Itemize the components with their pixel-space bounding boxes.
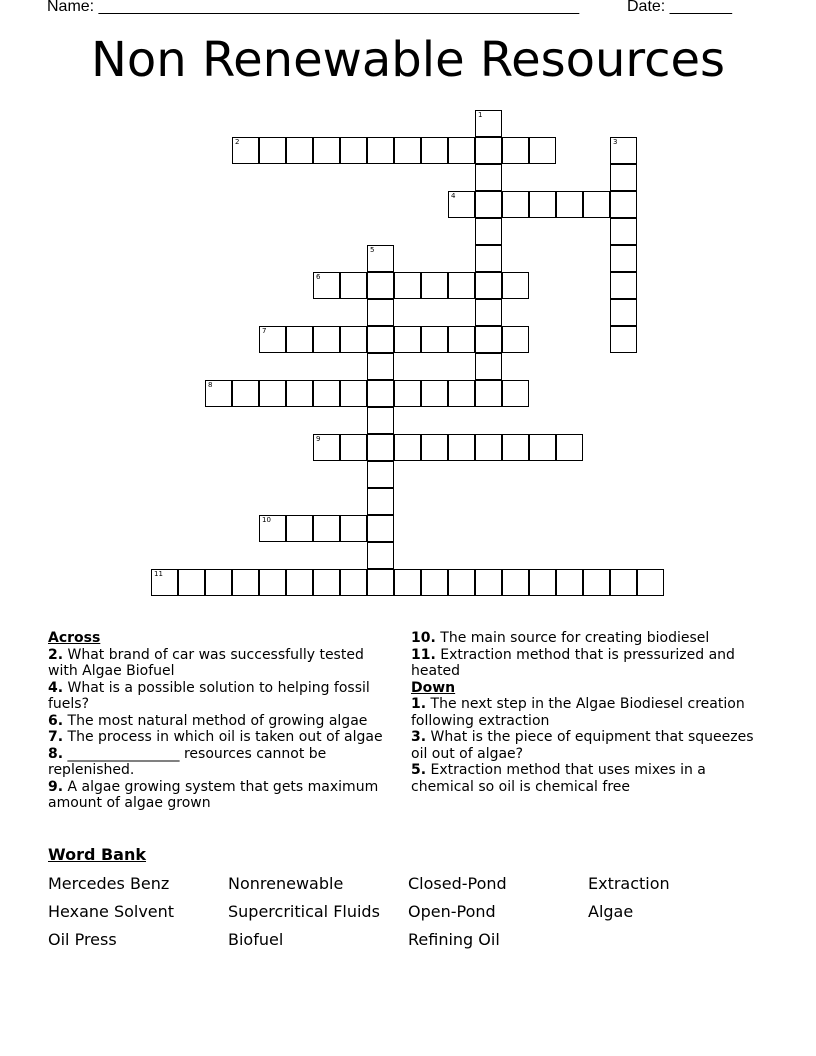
grid-cell[interactable] — [502, 569, 529, 596]
clue-number: 10 — [262, 516, 271, 524]
grid-cell[interactable] — [475, 110, 502, 137]
grid-cell[interactable] — [394, 380, 421, 407]
grid-cell[interactable] — [259, 137, 286, 164]
grid-cell[interactable] — [529, 191, 556, 218]
grid-cell[interactable] — [232, 569, 259, 596]
grid-cell[interactable] — [610, 326, 637, 353]
grid-cell[interactable] — [475, 164, 502, 191]
grid-cell[interactable] — [556, 569, 583, 596]
clue-number: 6 — [316, 273, 321, 281]
grid-cell[interactable] — [556, 434, 583, 461]
word-bank-item: Open-Pond — [408, 902, 496, 921]
grid-cell[interactable] — [448, 569, 475, 596]
grid-cell[interactable] — [529, 569, 556, 596]
grid-cell[interactable] — [367, 488, 394, 515]
grid-cell[interactable] — [475, 353, 502, 380]
grid-cell[interactable] — [610, 218, 637, 245]
grid-cell[interactable] — [367, 272, 394, 299]
across-clue: 11. Extraction method that is pressurized and heated — [411, 646, 735, 679]
grid-cell[interactable] — [259, 569, 286, 596]
word-bank-item: Closed-Pond — [408, 874, 507, 893]
grid-cell[interactable] — [421, 434, 448, 461]
grid-cell[interactable] — [286, 515, 313, 542]
grid-cell[interactable] — [367, 245, 394, 272]
across-clues — [48, 630, 393, 812]
clue-number: 9 — [316, 435, 321, 443]
grid-cell[interactable] — [367, 299, 394, 326]
down-clue: 5. Extraction method that uses mixes in a chemical so oil is chemical free — [411, 762, 706, 795]
grid-cell[interactable] — [556, 191, 583, 218]
grid-cell[interactable] — [313, 137, 340, 164]
grid-cell[interactable] — [610, 164, 637, 191]
word-bank-item: Mercedes Benz — [48, 874, 170, 893]
clue-number: 1 — [478, 111, 483, 119]
grid-cell[interactable] — [475, 434, 502, 461]
grid-cell[interactable] — [421, 569, 448, 596]
grid-cell[interactable] — [340, 434, 367, 461]
grid-cell[interactable] — [367, 407, 394, 434]
grid-cell[interactable] — [421, 137, 448, 164]
across-clue: 4. What is a possible solution to helping fossil fuels? — [48, 679, 370, 712]
grid-cell[interactable] — [475, 569, 502, 596]
grid-cell[interactable] — [394, 569, 421, 596]
grid-cell[interactable] — [421, 380, 448, 407]
grid-cell[interactable] — [421, 272, 448, 299]
grid-cell[interactable] — [610, 569, 637, 596]
down-heading: Down — [411, 679, 456, 696]
word-bank-item: Hexane Solvent — [48, 902, 175, 921]
grid-cell[interactable] — [340, 569, 367, 596]
across-clue: 9. A algae growing system that gets maximum amount of algae grown — [48, 778, 379, 811]
grid-cell[interactable] — [313, 569, 340, 596]
grid-cell[interactable] — [340, 515, 367, 542]
grid-cell[interactable] — [394, 326, 421, 353]
grid-cell[interactable] — [610, 245, 637, 272]
grid-cell[interactable] — [475, 380, 502, 407]
clue-number: 2 — [235, 138, 240, 146]
word-bank-item: Extraction — [588, 874, 670, 893]
grid-cell[interactable] — [340, 380, 367, 407]
grid-cell[interactable] — [286, 569, 313, 596]
across-clue: 6. The most natural method of growing algae — [48, 712, 368, 729]
grid-cell[interactable] — [367, 461, 394, 488]
grid-cell[interactable] — [313, 515, 340, 542]
grid-cell[interactable] — [475, 191, 502, 218]
grid-cell[interactable] — [340, 137, 367, 164]
grid-cell[interactable] — [367, 137, 394, 164]
page-title: Non Renewable Resources — [90, 32, 726, 88]
grid-cell[interactable] — [529, 434, 556, 461]
grid-cell[interactable] — [286, 326, 313, 353]
grid-cell[interactable] — [394, 272, 421, 299]
grid-cell[interactable] — [232, 137, 259, 164]
grid-cell[interactable] — [259, 515, 286, 542]
grid-cell[interactable] — [475, 326, 502, 353]
grid-cell[interactable] — [475, 218, 502, 245]
across-clue: 2. What brand of car was successfully tested with Algae Biofuel — [48, 646, 364, 679]
grid-cell[interactable] — [367, 326, 394, 353]
word-bank-item: Supercritical Fluids — [228, 902, 380, 921]
grid-cell[interactable] — [205, 569, 232, 596]
grid-cell[interactable] — [367, 542, 394, 569]
down-clue: 3. What is the piece of equipment that squeezes oil out of algae? — [411, 729, 754, 762]
grid-cell[interactable] — [610, 299, 637, 326]
date-field[interactable]: Date: _______ — [627, 0, 732, 15]
grid-cell[interactable] — [610, 137, 637, 164]
down-clue: 1. The next step in the Algae Biodiesel creation following extraction — [411, 696, 745, 729]
clue-number: 7 — [262, 327, 267, 335]
grid-cell[interactable] — [313, 272, 340, 299]
grid-cell[interactable] — [502, 326, 529, 353]
clue-number: 4 — [451, 192, 456, 200]
clue-number: 3 — [613, 138, 618, 146]
grid-cell[interactable] — [475, 299, 502, 326]
grid-cell[interactable] — [367, 434, 394, 461]
grid-cell[interactable] — [448, 434, 475, 461]
grid-cell[interactable] — [340, 272, 367, 299]
grid-cell[interactable] — [448, 326, 475, 353]
word-bank-item: Algae — [588, 902, 634, 921]
word-bank-item: Nonrenewable — [228, 874, 344, 893]
grid-cell[interactable] — [151, 569, 178, 596]
grid-cell[interactable] — [610, 191, 637, 218]
grid-cell[interactable] — [259, 380, 286, 407]
grid-cell[interactable] — [448, 272, 475, 299]
clue-number: 11 — [154, 570, 163, 578]
grid-cell[interactable] — [313, 434, 340, 461]
name-field[interactable]: Name: ______________________________________________________ — [47, 0, 580, 15]
grid-cell[interactable] — [583, 569, 610, 596]
clues-column-right — [411, 630, 761, 795]
grid-cell[interactable] — [637, 569, 664, 596]
grid-cell[interactable] — [367, 353, 394, 380]
grid-cell[interactable] — [313, 326, 340, 353]
grid-cell[interactable] — [502, 191, 529, 218]
clue-number: 8 — [208, 381, 213, 389]
grid-cell[interactable] — [394, 434, 421, 461]
grid-cell[interactable] — [529, 137, 556, 164]
grid-cell[interactable] — [502, 380, 529, 407]
grid-cell[interactable] — [394, 137, 421, 164]
word-bank-item: Biofuel — [228, 930, 284, 949]
grid-cell[interactable] — [502, 137, 529, 164]
clue-number: 5 — [370, 246, 375, 254]
grid-cell[interactable] — [259, 326, 286, 353]
grid-cell[interactable] — [367, 515, 394, 542]
grid-cell[interactable] — [448, 380, 475, 407]
grid-cell[interactable] — [232, 380, 259, 407]
grid-cell[interactable] — [475, 272, 502, 299]
grid-cell[interactable] — [367, 380, 394, 407]
word-bank-title: Word Bank — [48, 845, 147, 864]
across-clue: 8. ________________ resources cannot be replenished. — [48, 745, 327, 778]
grid-cell[interactable] — [340, 326, 367, 353]
grid-cell[interactable] — [502, 272, 529, 299]
grid-cell[interactable] — [286, 380, 313, 407]
across-clue: 10. The main source for creating biodiesel — [411, 630, 710, 646]
grid-cell[interactable] — [502, 434, 529, 461]
grid-cell[interactable] — [286, 137, 313, 164]
grid-cell[interactable] — [421, 326, 448, 353]
grid-cell[interactable] — [583, 191, 610, 218]
word-bank-item: Oil Press — [48, 930, 117, 949]
word-bank-item: Refining Oil — [408, 930, 500, 949]
grid-cell[interactable] — [205, 380, 232, 407]
across-clue: 7. The process in which oil is taken out of algae — [48, 729, 383, 745]
grid-cell[interactable] — [475, 245, 502, 272]
grid-cell[interactable] — [367, 569, 394, 596]
grid-cell[interactable] — [475, 137, 502, 164]
grid-cell[interactable] — [313, 380, 340, 407]
across-heading: Across — [48, 630, 101, 646]
grid-cell[interactable] — [178, 569, 205, 596]
grid-cell[interactable] — [448, 137, 475, 164]
grid-cell[interactable] — [448, 191, 475, 218]
grid-cell[interactable] — [610, 272, 637, 299]
